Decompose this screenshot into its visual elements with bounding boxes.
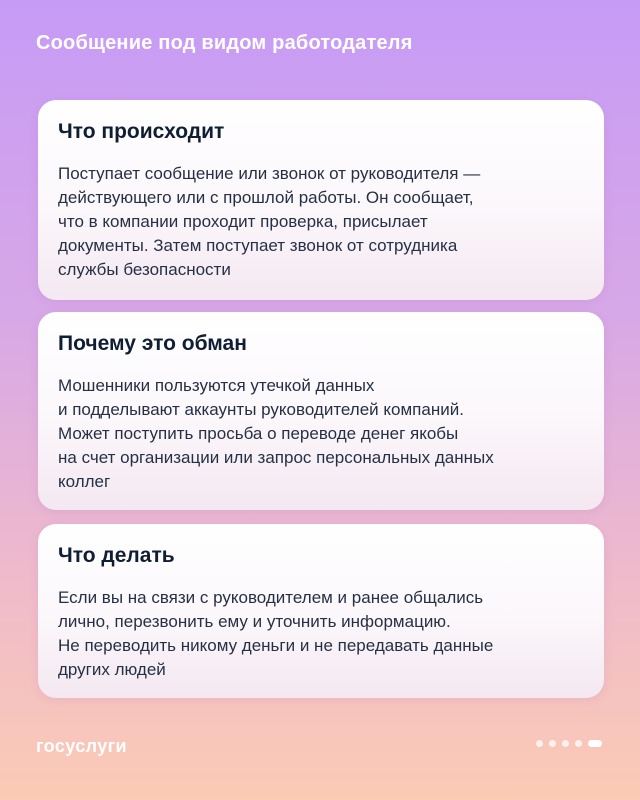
pagination-dot[interactable] bbox=[549, 740, 556, 747]
card-what-happens bbox=[38, 100, 604, 300]
card-why-fraud bbox=[38, 312, 604, 510]
page-title: Сообщение под видом работодателя bbox=[36, 32, 413, 54]
pagination-dot[interactable] bbox=[536, 740, 543, 747]
card-text: Поступает сообщение или звонок от руководителя — действующего или с прошлой работы. Он сообщает, что в компании проходит проверка, присылает документы. Затем поступает звонок от сотрудника службы безопасности bbox=[58, 164, 481, 279]
card-text: Если вы на связи с руководителем и ранее общались лично, перезвонить ему и уточнить информацию. Не переводить никому деньги и не передавать данные других людей bbox=[58, 588, 494, 679]
pagination-dots bbox=[536, 740, 602, 747]
gosuslugi-logo: госуслуги bbox=[36, 736, 127, 756]
pagination-dot[interactable] bbox=[562, 740, 569, 747]
card-text: Мошенники пользуются утечкой данных и подделывают аккаунты руководителей компаний. Может поступить просьба о переводе денег якобы на счет организации или запрос персональных данных коллег bbox=[58, 376, 494, 491]
pagination-dot-active[interactable] bbox=[588, 740, 602, 747]
card-title: Что делать bbox=[58, 544, 175, 567]
card-what-to-do bbox=[38, 524, 604, 698]
card-title: Почему это обман bbox=[58, 332, 247, 355]
card-title: Что происходит bbox=[58, 120, 225, 143]
pagination-dot[interactable] bbox=[575, 740, 582, 747]
